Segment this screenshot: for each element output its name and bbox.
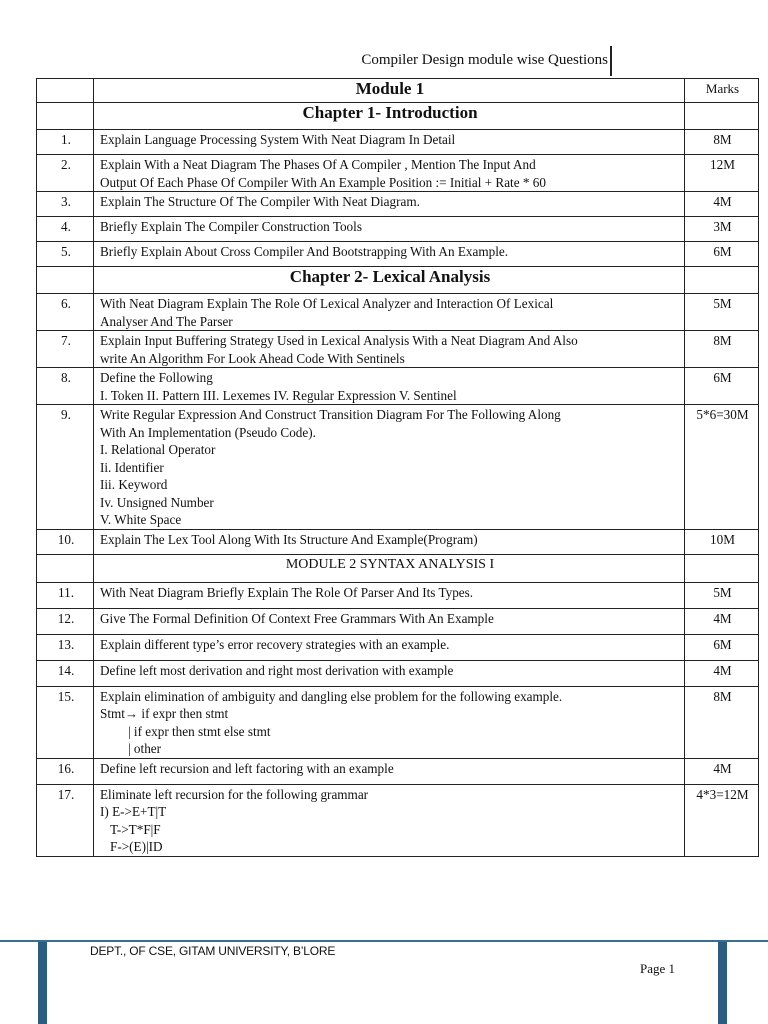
chapter1-heading: Chapter 1- Introduction bbox=[94, 103, 685, 130]
question-text bbox=[94, 192, 685, 217]
question-text bbox=[94, 130, 685, 155]
chapter1-row bbox=[37, 103, 759, 130]
question-text bbox=[94, 217, 685, 242]
question-marks: 6M bbox=[685, 242, 759, 267]
question-row bbox=[37, 368, 759, 405]
question-marks: 8M bbox=[685, 130, 759, 155]
question-number: 4. bbox=[37, 217, 94, 242]
question-line: Write Regular Expression And Construct Transition Diagram For The Following Along bbox=[100, 407, 561, 422]
question-text bbox=[94, 686, 685, 758]
question-line: Define left most derivation and right most derivation with example bbox=[100, 662, 454, 678]
question-line: Iii. Keyword bbox=[100, 477, 168, 492]
question-marks: 4M bbox=[685, 192, 759, 217]
question-row bbox=[37, 192, 759, 217]
question-line: Define left recursion and left factoring with an example bbox=[100, 760, 394, 776]
question-number: 5. bbox=[37, 242, 94, 267]
footer-left-bar bbox=[38, 942, 47, 1024]
question-number: 12. bbox=[37, 608, 94, 634]
question-line: With Neat Diagram Briefly Explain The Role Of Parser And Its Types. bbox=[100, 584, 474, 600]
module2-row bbox=[37, 554, 759, 582]
question-number: 8. bbox=[37, 368, 94, 405]
question-marks: 4*3=12M bbox=[685, 784, 759, 856]
question-text bbox=[94, 294, 685, 331]
question-line: Analyser And The Parser bbox=[100, 313, 233, 329]
question-line: Explain The Lex Tool Along With Its Structure And Example(Program) bbox=[100, 531, 478, 547]
footer-rule bbox=[0, 940, 768, 942]
question-marks: 4M bbox=[685, 660, 759, 686]
question-number: 16. bbox=[37, 758, 94, 784]
module1-header-row bbox=[37, 79, 759, 103]
question-number: 17. bbox=[37, 784, 94, 856]
question-number: 10. bbox=[37, 529, 94, 554]
question-number: 14. bbox=[37, 660, 94, 686]
question-marks: 5M bbox=[685, 294, 759, 331]
question-line: With An Implementation (Pseudo Code). bbox=[100, 424, 316, 440]
question-text bbox=[94, 405, 685, 530]
question-line: Iv. Unsigned Number bbox=[100, 494, 214, 510]
question-line: Ii. Identifier bbox=[100, 459, 164, 475]
question-row bbox=[37, 660, 759, 686]
question-text bbox=[94, 331, 685, 368]
question-row bbox=[37, 130, 759, 155]
question-row bbox=[37, 582, 759, 608]
question-marks: 4M bbox=[685, 608, 759, 634]
question-text bbox=[94, 758, 685, 784]
question-text bbox=[94, 582, 685, 608]
question-line: V. White Space bbox=[100, 512, 182, 527]
document-title: Compiler Design module wise Questions bbox=[361, 52, 608, 68]
question-marks: 5*6=30M bbox=[685, 405, 759, 530]
question-number: 3. bbox=[37, 192, 94, 217]
question-number: 11. bbox=[37, 582, 94, 608]
question-marks: 8M bbox=[685, 331, 759, 368]
question-line: I. Relational Operator bbox=[100, 442, 216, 457]
question-line: Give The Formal Definition Of Context Free Grammars With An Example bbox=[100, 610, 494, 626]
question-line: Explain The Structure Of The Compiler With Neat Diagram. bbox=[100, 194, 420, 209]
question-marks: 4M bbox=[685, 758, 759, 784]
marks-column-header: Marks bbox=[685, 79, 759, 103]
question-marks: 6M bbox=[685, 368, 759, 405]
question-line: | if expr then stmt else stmt bbox=[128, 723, 271, 739]
question-row bbox=[37, 686, 759, 758]
question-row bbox=[37, 405, 759, 530]
question-line: F->(E)|ID bbox=[110, 839, 163, 854]
question-row bbox=[37, 784, 759, 856]
question-line: Explain Language Processing System With Neat Diagram In Detail bbox=[100, 132, 456, 147]
question-text bbox=[94, 634, 685, 660]
page-number: Page 1 bbox=[640, 961, 676, 976]
module1-heading: Module 1 bbox=[94, 79, 685, 103]
question-text bbox=[94, 608, 685, 634]
question-row bbox=[37, 155, 759, 192]
question-row bbox=[37, 608, 759, 634]
module2-heading: MODULE 2 SYNTAX ANALYSIS I bbox=[94, 554, 685, 582]
question-number: 2. bbox=[37, 155, 94, 192]
question-line: Explain Input Buffering Strategy Used in Lexical Analysis With a Neat Diagram And Also bbox=[100, 333, 578, 348]
question-marks: 10M bbox=[685, 529, 759, 554]
question-text bbox=[94, 529, 685, 554]
question-line: Explain different type’s error recovery strategies with an example. bbox=[100, 636, 450, 652]
question-line: I) E->E+T|T bbox=[100, 804, 167, 819]
chapter2-heading: Chapter 2- Lexical Analysis bbox=[94, 267, 685, 294]
question-line: | other bbox=[128, 741, 162, 756]
question-marks: 5M bbox=[685, 582, 759, 608]
question-line: Explain elimination of ambiguity and dangling else problem for the following example. bbox=[100, 688, 563, 704]
question-marks: 8M bbox=[685, 686, 759, 758]
question-number: 9. bbox=[37, 405, 94, 530]
question-row bbox=[37, 634, 759, 660]
question-number: 1. bbox=[37, 130, 94, 155]
question-line: I. Token II. Pattern III. Lexemes IV. Regular Expression V. Sentinel bbox=[100, 387, 457, 403]
footer-right-bar bbox=[718, 942, 727, 1024]
question-line: Briefly Explain About Cross Compiler And Bootstrapping With An Example. bbox=[100, 244, 509, 259]
question-line: With Neat Diagram Explain The Role Of Lexical Analyzer and Interaction Of Lexical bbox=[100, 296, 554, 311]
question-row bbox=[37, 242, 759, 267]
question-line: Stmt→ if expr then stmt bbox=[100, 706, 229, 721]
footer-department: DEPT., OF CSE, GITAM UNIVERSITY, B’LORE bbox=[90, 944, 336, 958]
question-line: Eliminate left recursion for the following grammar bbox=[100, 786, 369, 802]
question-marks: 3M bbox=[685, 217, 759, 242]
question-line: Output Of Each Phase Of Compiler With An Example Position := Initial + Rate * 60 bbox=[100, 174, 546, 190]
question-number: 6. bbox=[37, 294, 94, 331]
question-line: Briefly Explain The Compiler Construction Tools bbox=[100, 219, 362, 234]
question-row bbox=[37, 217, 759, 242]
question-marks: 12M bbox=[685, 155, 759, 192]
question-line: Explain With a Neat Diagram The Phases Of A Compiler , Mention The Input And bbox=[100, 157, 536, 172]
question-row bbox=[37, 331, 759, 368]
question-text bbox=[94, 368, 685, 405]
title-divider bbox=[610, 46, 612, 76]
question-text bbox=[94, 155, 685, 192]
question-line: write An Algorithm For Look Ahead Code With Sentinels bbox=[100, 350, 405, 366]
question-number: 15. bbox=[37, 686, 94, 758]
question-marks: 6M bbox=[685, 634, 759, 660]
question-number: 13. bbox=[37, 634, 94, 660]
question-row bbox=[37, 294, 759, 331]
question-row bbox=[37, 529, 759, 554]
question-line: Define the Following bbox=[100, 370, 213, 385]
chapter2-row bbox=[37, 267, 759, 294]
questions-table bbox=[36, 78, 759, 857]
question-text bbox=[94, 784, 685, 856]
question-text bbox=[94, 242, 685, 267]
question-text bbox=[94, 660, 685, 686]
question-row bbox=[37, 758, 759, 784]
question-line: T->T*F|F bbox=[110, 821, 161, 837]
question-number: 7. bbox=[37, 331, 94, 368]
